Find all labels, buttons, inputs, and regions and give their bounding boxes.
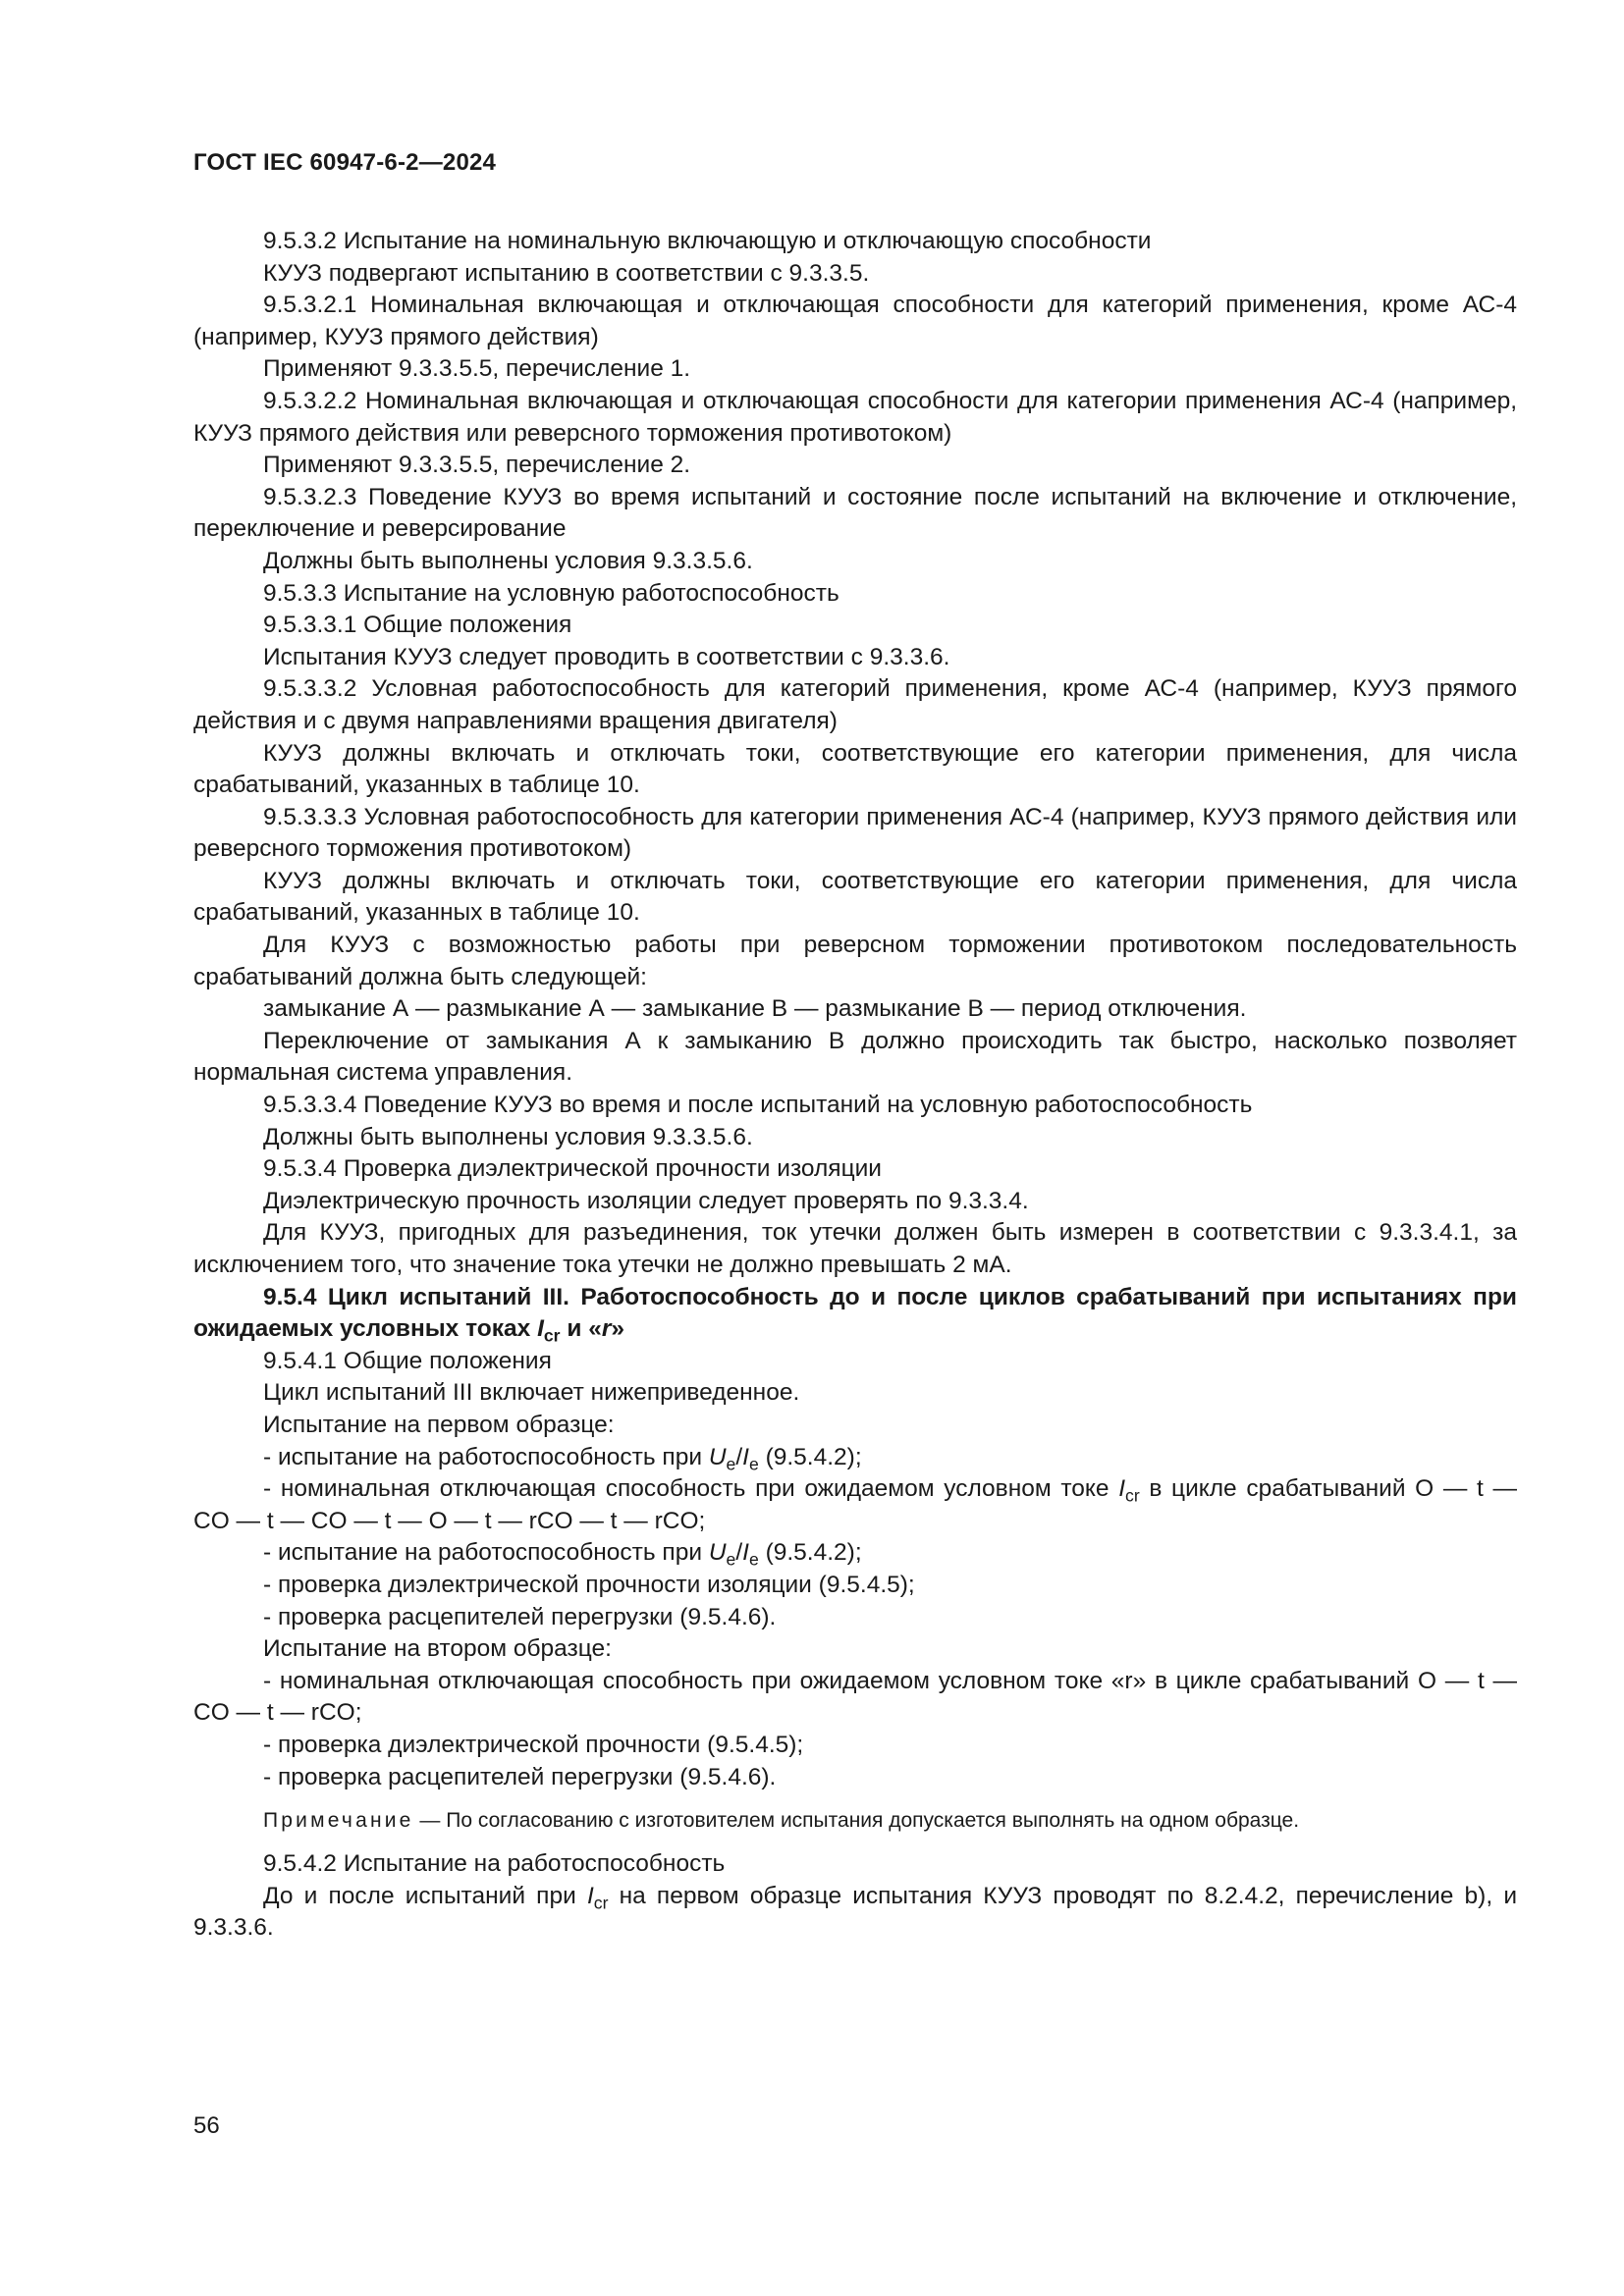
paragraph: Должны быть выполнены условия 9.3.3.5.6.	[263, 547, 753, 574]
paragraph: 9.5.3.3.2 Условная работоспособность для категорий применения, кроме АС-4 (например, КУУЗ прямого действия и с двумя направлениями вращения двигателя)	[193, 675, 1517, 734]
list-item: - проверка расцепителей перегрузки (9.5.4.6).	[263, 1763, 777, 1790]
paragraph: Применяют 9.3.3.5.5, перечисление 1.	[263, 355, 691, 383]
paragraph: 9.5.3.3 Испытание на условную работоспособность	[263, 579, 839, 607]
note-label: Примечание	[263, 1809, 414, 1833]
paragraph: Цикл испытаний III включает нижеприведенное.	[263, 1379, 800, 1407]
document-body	[193, 226, 1517, 1945]
paragraph: 9.5.3.2 Испытание на номинальную включающую и отключающую способности	[263, 228, 1152, 254]
paragraph: 9.5.3.3.4 Поведение КУУЗ во время и после испытаний на условную работоспособность	[263, 1092, 1253, 1119]
document-header: ГОСТ IEC 60947-6-2—2024	[193, 149, 497, 176]
paragraph: Применяют 9.3.3.5.5, перечисление 2.	[263, 452, 691, 479]
paragraph: 9.5.3.2.3 Поведение КУУЗ во время испытаний и состояние после испытаний на включение и отключение, переключение и реверсирование	[193, 483, 1517, 543]
paragraph: 9.5.3.2.1 Номинальная включающая и отключающая способности для категорий применения, кроме АС-4 (например, КУУЗ прямого действия)	[193, 292, 1517, 350]
paragraph: Для КУУЗ с возможностью работы при реверсном торможении противотоком последовательность срабатываний должна быть следующей:	[193, 932, 1517, 990]
paragraph: До и после испытаний при $I_{cr}$ на первом образце испытания КУУЗ проводят по 8.2.4.2, перечисление b), и 9.3.3.6.	[193, 1882, 1518, 1942]
list-item: - номинальная отключающая способность при ожидаемом условном токе $I_{cr}$ в цикле срабатываний O — t — CO — t — CO — t — O — t — rCO — t — rCO;	[193, 1475, 1517, 1534]
list-item: - испытание на работоспособность при $U_e/I_e$ (9.5.4.2);	[263, 1443, 862, 1473]
list-item: - проверка диэлектрической прочности изоляции (9.5.4.5);	[263, 1571, 915, 1598]
paragraph: Испытание на втором образце:	[263, 1635, 612, 1663]
page-number: 56	[193, 2112, 220, 2139]
paragraph: КУУЗ подвергают испытанию в соответствии с 9.3.3.5.	[263, 259, 870, 287]
list-item: - проверка расцепителей перегрузки (9.5.4.6).	[263, 1603, 777, 1630]
section-heading-9-5-4: 9.5.4 Цикл испытаний III. Работоспособность до и после циклов срабатываний при испытаниях при ожидаемых условных токах $I_{cr}$ и «r»	[193, 1283, 1517, 1346]
paragraph: 9.5.4.2 Испытание на работоспособность	[263, 1850, 726, 1878]
paragraph: 9.5.3.3.1 Общие положения	[263, 612, 572, 639]
list-item: - испытание на работоспособность при $U_e/I_e$ (9.5.4.2);	[263, 1539, 862, 1570]
paragraph: 9.5.3.2.2 Номинальная включающая и отключающая способности для категории применения АС-4 (например, КУУЗ прямого действия или реверсного торможения противотоком)	[193, 387, 1517, 447]
paragraph: 9.5.3.4 Проверка диэлектрической прочности изоляции	[263, 1155, 882, 1183]
paragraph: замыкание А — размыкание А — замыкание В — размыкание В — период отключения.	[263, 995, 1247, 1023]
paragraph: Для КУУЗ, пригодных для разъединения, ток утечки должен быть измерен в соответствии с 9.3.3.4.1, за исключением того, что значение тока утечки не должно превышать 2 мА.	[193, 1219, 1517, 1278]
paragraph: Диэлектрическую прочность изоляции следует проверять по 9.3.3.4.	[263, 1187, 1029, 1214]
paragraph: КУУЗ должны включать и отключать токи, соответствующие его категории применения, для числа срабатываний, указанных в таблице 10.	[193, 739, 1517, 799]
paragraph: 9.5.3.3.3 Условная работоспособность для категории применения АС-4 (например, КУУЗ прямого действия или реверсного торможения противотоком)	[193, 803, 1517, 863]
paragraph: Испытания КУУЗ следует проводить в соответствии с 9.3.3.6.	[263, 643, 950, 670]
paragraph: Переключение от замыкания А к замыканию В должно происходить так быстро, насколько позволяет нормальная система управления.	[193, 1027, 1517, 1087]
list-item: - номинальная отключающая способность при ожидаемом условном токе «r» в цикле срабатываний O — t — CO — t — rCO;	[193, 1667, 1517, 1727]
paragraph: КУУЗ должны включать и отключать токи, соответствующие его категории применения, для числа срабатываний, указанных в таблице 10.	[193, 867, 1517, 927]
note-text: — По согласованию с изготовителем испытания допускается выполнять на одном образце.	[413, 1809, 1300, 1833]
list-item: - проверка диэлектрической прочности (9.5.4.5);	[263, 1731, 804, 1758]
note	[193, 1805, 1517, 1837]
heading-text: 9.5.4 Цикл испытаний III. Работоспособность до и после циклов срабатываний при испытаниях при ожидаемых условных токах	[193, 1283, 1517, 1343]
paragraph: Должны быть выполнены условия 9.3.3.5.6.	[263, 1123, 753, 1150]
paragraph: 9.5.4.1 Общие положения	[263, 1347, 552, 1374]
paragraph: Испытание на первом образце:	[263, 1411, 615, 1438]
